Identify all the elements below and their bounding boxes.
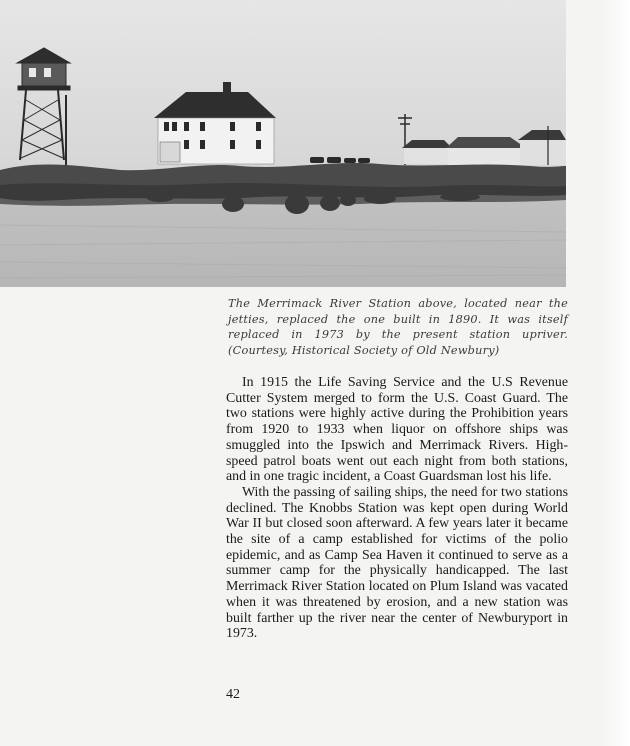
body-text bbox=[226, 375, 568, 642]
paragraph: With the passing of sailing ships, the need for two stations declined. The Knobbs Station was kept open during World War II but closed soon afterward. A few years later it became the site of a camp established for victims of the polio epidemic, and as Camp Sea Haven it continued to serve as a summer camp for the physically handicapped. The last Merrimack River Station located on Plum Island was vacated when it was threatened by erosion, and a new station was built farther up the river near the center of Newburyport in 1973. bbox=[226, 484, 568, 642]
photo-caption: The Merrimack River Station above, located near the jetties, replaced the one built in 1890. It was itself replaced in 1973 by the present station upriver. (Courtesy, Historical Society of Old Newbury) bbox=[228, 297, 568, 357]
page-number: 42 bbox=[226, 687, 240, 702]
page-edge-shadow bbox=[600, 0, 630, 746]
historical-photo-merrimack-river-station bbox=[0, 0, 566, 287]
paragraph: In 1915 the Life Saving Service and the U.S Revenue Cutter System merged to form the U.S. Coast Guard. The two stations were highly active during the Prohibition years from 1920 to 1933 when liquor on offshore ships was smuggled into the Ipswich and Merrimack Rivers. High-speed patrol boats went out each night from both stations, and in one tragic incident, a Coast Guardsman lost his life. bbox=[226, 375, 568, 485]
